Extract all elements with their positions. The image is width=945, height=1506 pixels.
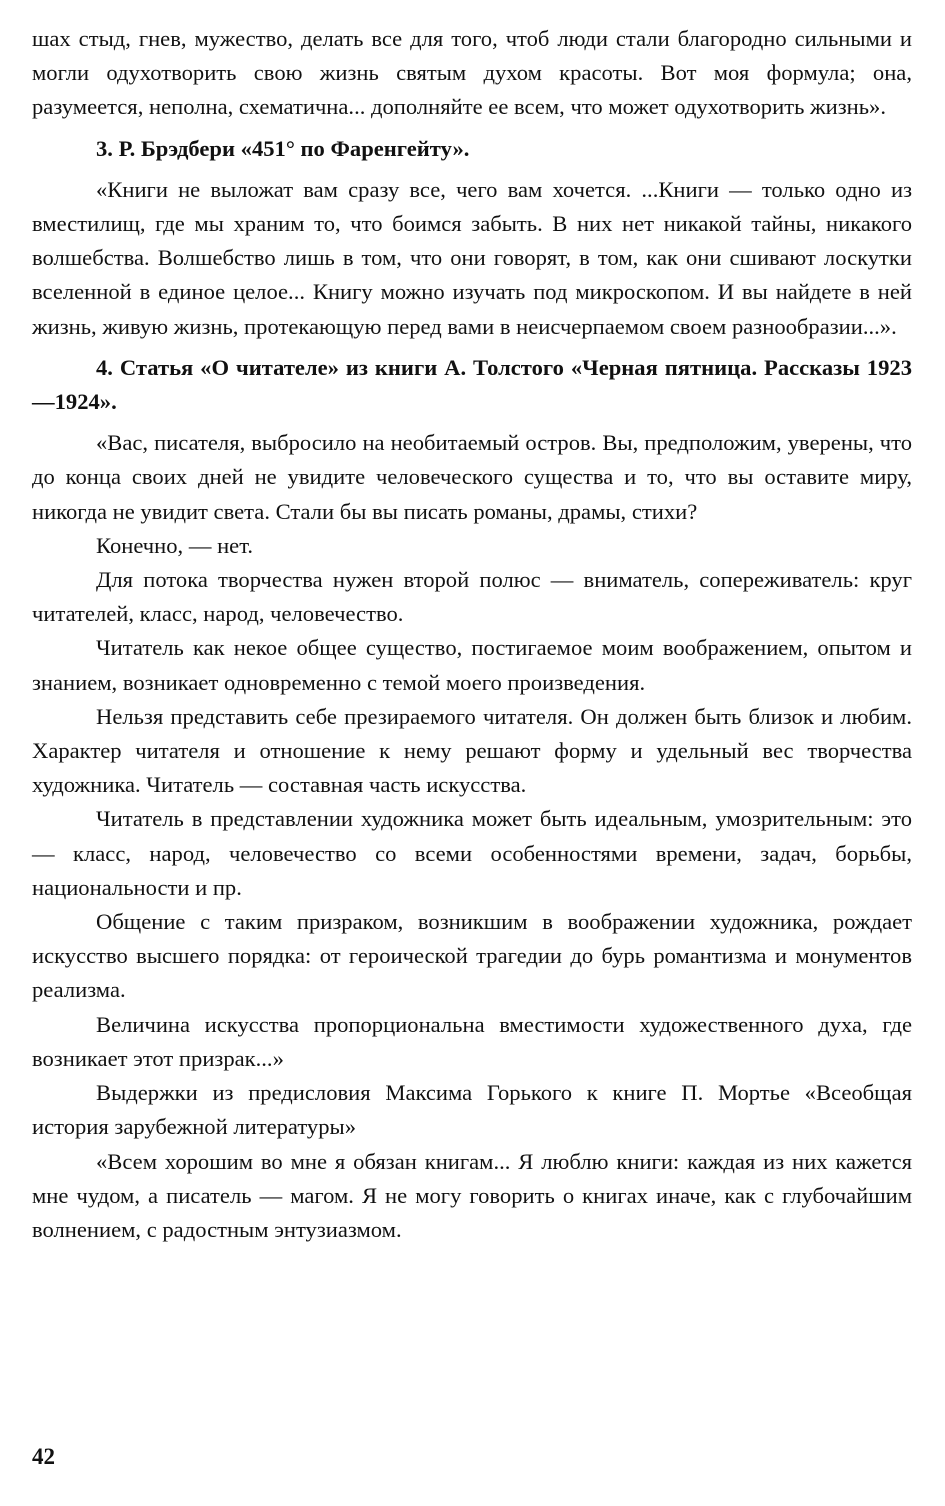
paragraph: Для потока творчества нужен второй полюс — вниматель, сопереживатель: круг читателей, класс, народ, человечество.: [32, 567, 912, 627]
page-body: [32, 22, 912, 1247]
paragraph-gorky-intro: Выдержки из предисловия Максима Горького к книге П. Мортье «Всеобщая история зарубежной литературы»: [32, 1080, 912, 1140]
paragraph-continuation: шах стыд, гнев, мужество, делать все для того, чтоб люди стали благородно сильными и могли одухотворить свою жизнь святым духом красоты. Вот моя формула; она, разумеется, неполна, схематична... дополняйте ее всем, что может одухотворить жизнь».: [32, 26, 912, 120]
paragraph: Нельзя представить себе презираемого читателя. Он должен быть близок и любим. Характер читателя и отношение к нему решают форму и удельный вес творчества художника. Читатель — составная часть искусства.: [32, 703, 912, 798]
paragraph: «Вас, писателя, выбросило на необитаемый остров. Вы, предположим, уверены, что до конца своих дней не увидите человеческого существа и то, что вы оставите миру, никогда не увидит света. Стали бы вы писать романы, драмы, стихи?: [32, 430, 912, 524]
paragraph: Читатель в представлении художника может быть идеальным, умозрительным: это — класс, народ, человечество со всеми особенностями времени, задач, борьбы, национальности и пр.: [32, 806, 912, 900]
quote-gorky: «Всем хорошим во мне я обязан книгам... Я люблю книги: каждая из них кажется мне чудом, а писатель — магом. Я не могу говорить о книгах иначе, как с глубочайшим волнением, с радостным энтузиазмом.: [32, 1148, 912, 1242]
paragraph: Величина искусства пропорциональна вместимости художественного духа, где возникает этот призрак...»: [32, 1011, 912, 1071]
page-number: 42: [32, 1444, 55, 1469]
section-heading-bradbury: 3. Р. Брэдбери «451° по Фаренгейту».: [96, 135, 470, 161]
section-heading-tolstoy: 4. Статья «О читателе» из книги А. Толстого «Черная пятница. Рассказы 1923—1924».: [32, 354, 912, 415]
paragraph: Конечно, — нет.: [96, 532, 254, 558]
quote-bradbury: «Книги не выложат вам сразу все, чего вам хочется. ...Книги — только одно из вместилищ, где мы храним то, что боимся забыть. В них нет никакой тайны, никакого волшебства. Волшебство лишь в том, что они говорят, в том, как они сшивают лоскутки вселенной в единое целое... Книгу можно изучать под микроскопом. И вы найдете в ней жизнь, живую жизнь, протекающую перед вами в неисчерпаемом своем разнообразии...».: [32, 176, 912, 339]
paragraph: Читатель как некое общее существо, постигаемое моим воображением, опытом и знанием, возникает одновременно с темой моего произведения.: [32, 635, 912, 695]
paragraph: Общение с таким призраком, возникшим в воображении художника, рождает искусство высшего порядка: от героической трагедии до бурь романтизма и монументов реализма.: [32, 909, 912, 1003]
